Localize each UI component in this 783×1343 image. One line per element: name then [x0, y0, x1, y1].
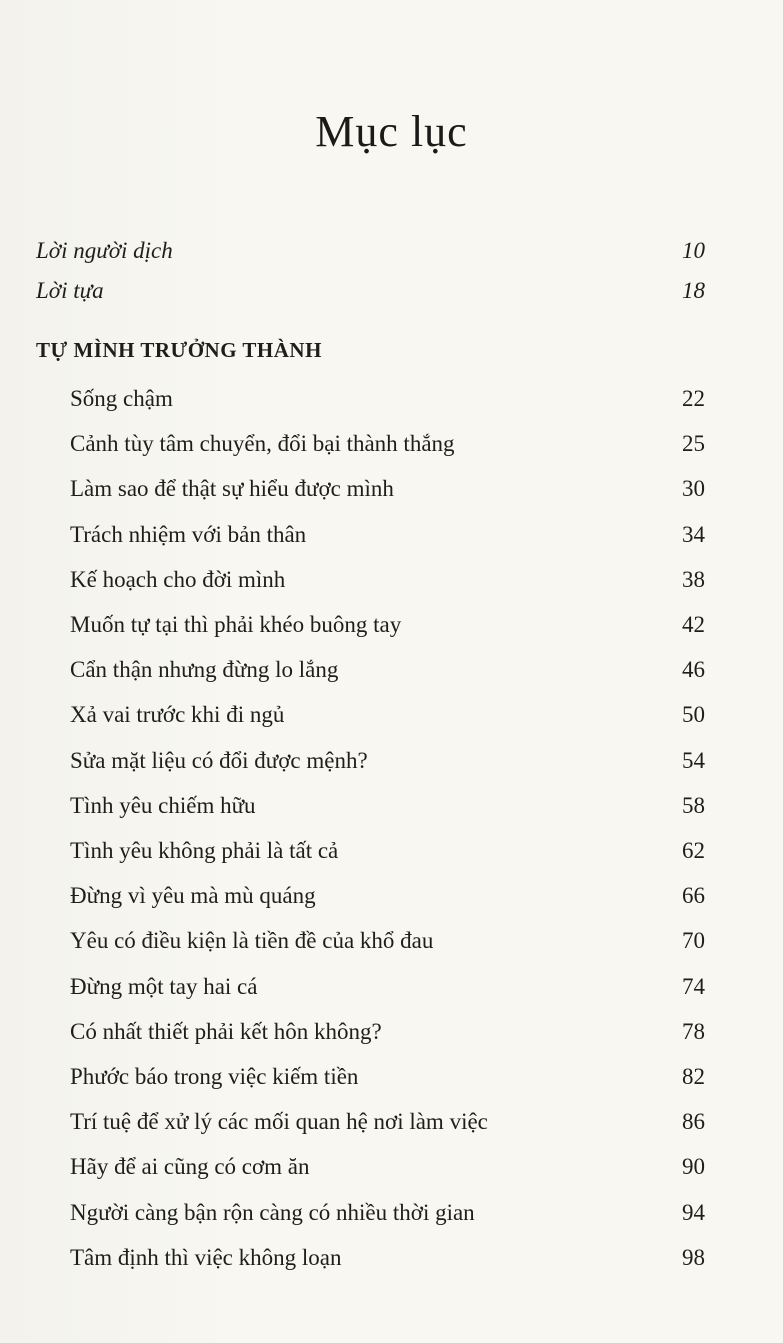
toc-entry-page: 58	[682, 792, 705, 818]
toc-entry-label: Làm sao để thật sự hiểu được mình	[70, 476, 394, 502]
toc-entry[interactable]	[0, 922, 783, 962]
toc-entry-page: 34	[682, 521, 705, 547]
toc-entry-label: Người càng bận rộn càng có nhiều thời gian	[70, 1199, 475, 1225]
toc-entry-page: 22	[682, 386, 705, 411]
toc-entry-label: Tình yêu chiếm hữu	[70, 792, 256, 818]
toc-entry-page: 86	[682, 1109, 705, 1135]
toc-entry[interactable]	[0, 425, 783, 465]
section-heading: TỰ MÌNH TRƯỞNG THÀNH	[36, 338, 322, 362]
toc-entry[interactable]	[0, 232, 783, 272]
toc-entry[interactable]	[0, 1103, 783, 1143]
toc-entry[interactable]	[0, 272, 783, 312]
toc-entry[interactable]	[0, 742, 783, 782]
toc-entry[interactable]	[0, 1148, 783, 1188]
toc-entry-label: Tình yêu không phải là tất cả	[70, 838, 339, 863]
toc-entry-page: 66	[682, 883, 705, 909]
toc-entry-label: Lời người dịch	[36, 238, 173, 263]
toc-entry-page: 46	[682, 657, 705, 683]
toc-entry[interactable]	[0, 561, 783, 601]
toc-entry-page: 10	[682, 238, 705, 263]
toc-entry-page: 18	[682, 278, 705, 303]
toc-entry-label: Trách nhiệm với bản thân	[70, 521, 307, 547]
toc-entry-page: 70	[682, 928, 705, 954]
toc-entry-page: 94	[682, 1199, 705, 1225]
toc-entry-label: Đừng vì yêu mà mù quáng	[70, 883, 316, 909]
toc-entry-label: Cẩn thận nhưng đừng lo lắng	[70, 657, 339, 683]
toc-entry-page: 30	[682, 476, 705, 502]
toc-entry-page: 90	[682, 1154, 705, 1180]
toc-entry[interactable]	[0, 968, 783, 1008]
toc-entry[interactable]	[0, 1013, 783, 1053]
toc-entry-label: Tâm định thì việc không loạn	[70, 1244, 342, 1270]
toc-entry[interactable]	[0, 470, 783, 510]
toc-entry[interactable]	[0, 516, 783, 556]
toc-entry[interactable]	[0, 696, 783, 736]
toc-entry-label: Có nhất thiết phải kết hôn không?	[70, 1018, 382, 1044]
toc-entry[interactable]	[0, 787, 783, 827]
toc-entry[interactable]	[0, 1239, 783, 1279]
toc-entry-page: 42	[682, 612, 705, 637]
toc-entry-label: Lời tựa	[36, 278, 104, 303]
toc-entry-page: 74	[682, 973, 705, 999]
toc-entry[interactable]	[0, 651, 783, 691]
toc-entry[interactable]	[0, 380, 783, 420]
toc-entry-page: 54	[682, 747, 705, 773]
toc-entry-page: 50	[682, 702, 705, 728]
toc-entry[interactable]	[0, 877, 783, 917]
toc-entry-label: Sửa mặt liệu có đổi được mệnh?	[70, 747, 368, 773]
toc-entry[interactable]	[0, 1194, 783, 1234]
toc-entry-page: 25	[682, 431, 705, 457]
toc-entry-page: 78	[682, 1018, 705, 1044]
toc-entry[interactable]	[0, 832, 783, 872]
toc-entry-page: 82	[682, 1064, 705, 1089]
toc-entry-page: 62	[682, 838, 705, 863]
toc-entry[interactable]	[0, 1058, 783, 1098]
toc-entry-label: Phước báo trong việc kiếm tiền	[70, 1064, 359, 1089]
toc-entry-label: Đừng một tay hai cá	[70, 973, 258, 999]
toc-entry-label: Sống chậm	[70, 386, 173, 411]
toc-entry-label: Kế hoạch cho đời mình	[70, 566, 286, 592]
toc-entry-page: 38	[682, 566, 705, 592]
toc-entry-label: Hãy để ai cũng có cơm ăn	[70, 1154, 310, 1180]
toc-entry-page: 98	[682, 1244, 705, 1270]
toc-entry-label: Xả vai trước khi đi ngủ	[70, 702, 285, 728]
toc-entry-label: Cảnh tùy tâm chuyển, đổi bại thành thắng	[70, 431, 455, 457]
page-title: Mục lục	[315, 107, 468, 156]
toc-entry-label: Yêu có điều kiện là tiền đề của khổ đau	[70, 928, 434, 954]
toc-entry-label: Trí tuệ để xử lý các mối quan hệ nơi làm việc	[70, 1109, 488, 1135]
toc-entry[interactable]	[0, 606, 783, 646]
toc-entry-label: Muốn tự tại thì phải khéo buông tay	[70, 612, 402, 637]
